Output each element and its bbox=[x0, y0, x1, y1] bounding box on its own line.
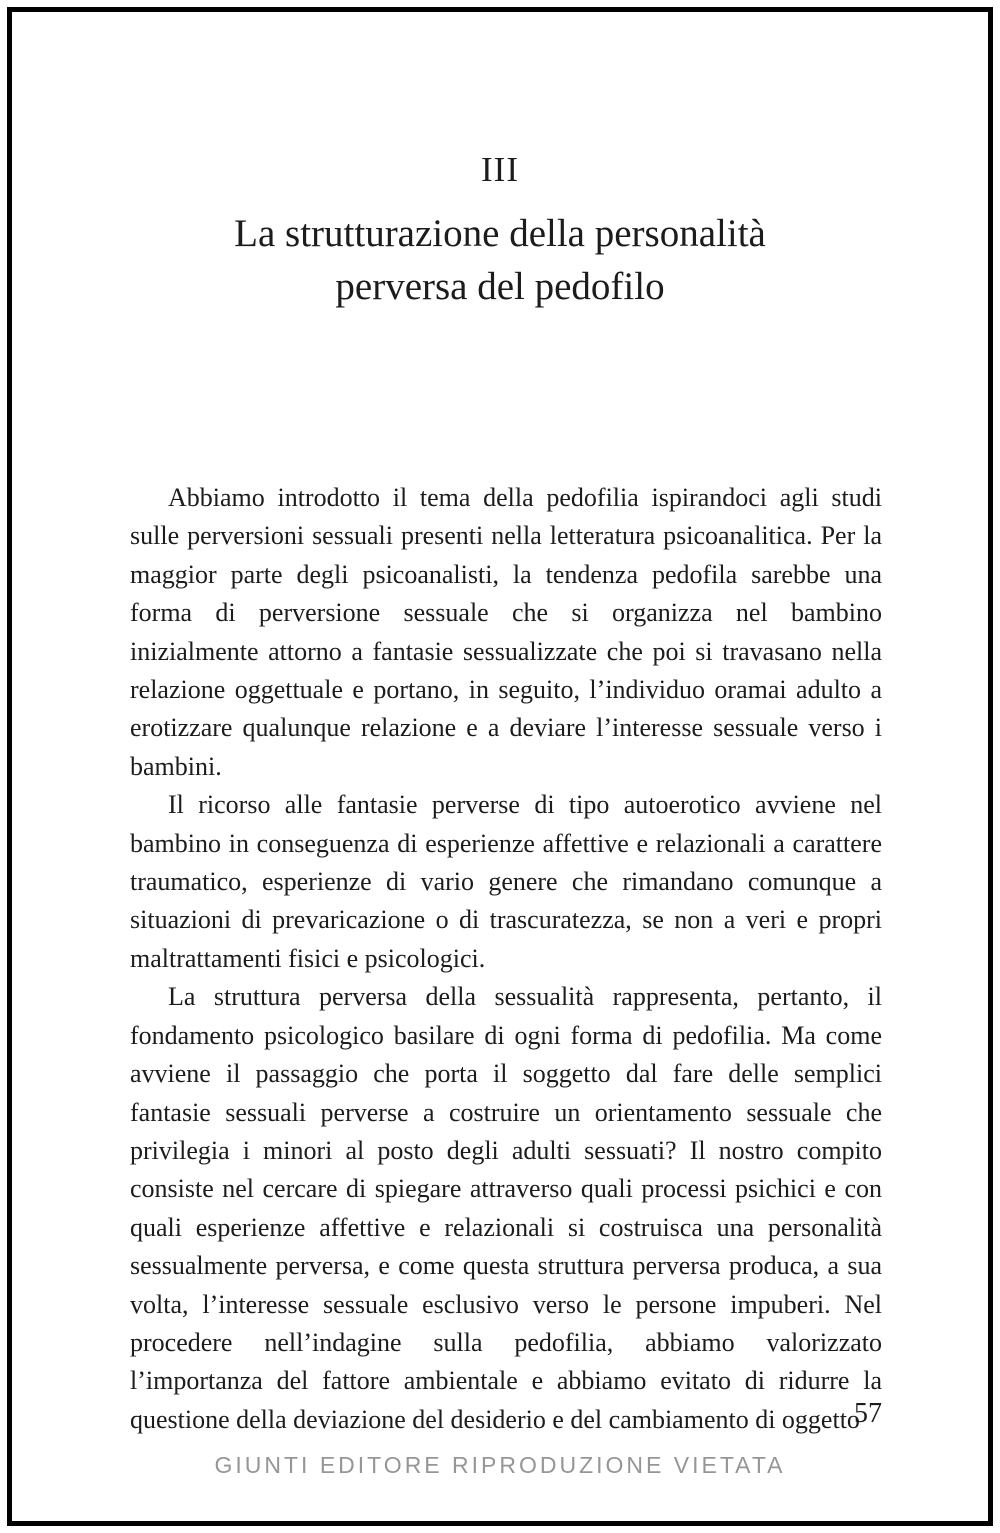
paragraph: Abbiamo introdotto il tema della pedofilia ispirandoci agli studi sulle perversioni sessuali presenti nella letteratura psicoanalitica. Per la maggior parte degli psicoanalisti, la tendenza pedofila sarebbe una forma di perversione sessuale che si organizza nel bambino inizialmente attorno a fantasie sessualizzate che poi si travasano nella relazione oggettuale e portano, in seguito, l’individuo oramai adulto a erotizzare qualunque relazione e a deviare l’interesse sessuale verso i bambini. bbox=[130, 483, 882, 781]
page-number: 57 bbox=[854, 1398, 882, 1429]
paragraph: La struttura perversa della sessualità rappresenta, pertanto, il fondamento psicologico basilare di ogni forma di pedofilia. Ma come avviene il passaggio che porta il soggetto dal fare delle semplici fantasie sessuali perverse a costruire un orientamento sessuale che privilegia i minori al posto degli adulti sessuati? Il nostro compito consiste nel cercare di spiegare attraverso quali processi psichici e con quali esperienze affettive e relazionali si costruisca una personalità sessualmente perversa, e come questa struttura perversa produca, a sua volta, l’interesse sessuale esclusivo verso le persone impuberi. Nel procedere nell’indagine sulla pedofilia, abbiamo valorizzato l’importanza del fattore ambientale e abbiamo evitato di ridurre la questione della deviazione del desiderio e del cambiamento di oggetto bbox=[130, 982, 882, 1434]
publisher-watermark: GIUNTI EDITORE RIPRODUZIONE VIETATA bbox=[214, 1452, 786, 1478]
paragraph: Il ricorso alle fantasie perverse di tipo autoerotico avviene nel bambino in conseguenza di esperienze affettive e relazionali a carattere traumatico, esperienze di vario genere che rimandano comunque a situazioni di prevaricazione o di trascuratezza, se non a veri e propri maltrattamenti fisici e psicologici. bbox=[130, 790, 882, 973]
chapter-title-line-2: perversa del pedofilo bbox=[335, 265, 665, 308]
chapter-title bbox=[0, 207, 1000, 313]
body-text bbox=[130, 479, 882, 1439]
chapter-number: III bbox=[481, 150, 519, 189]
chapter-title-line-1: La strutturazione della personalità bbox=[234, 212, 766, 255]
